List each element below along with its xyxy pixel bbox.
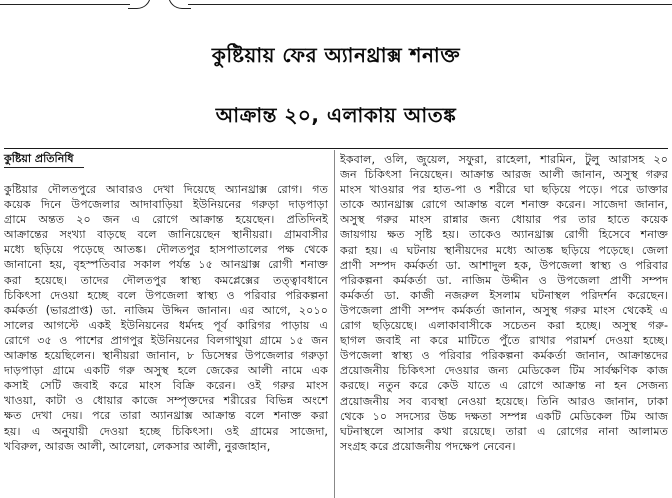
top-border-ornament (0, 0, 672, 12)
article-text-line: প্রাণী সম্পদ কর্মকর্তা ডা. আশাদুল হক, উপজেলা স্বাস্থ্য ও পরিবার (340, 258, 668, 272)
article-text-line: মাংস খাওয়ার পর হাত-পা ও শরীরে ঘা ছড়িয়ে পড়ে। পরে ডাক্তার (340, 183, 668, 197)
article-text-line: সালের আগস্টে একই ইউনিয়নের ধর্মদহ পূর্ব কারিগর পাড়ায় এ (4, 318, 328, 332)
byline: কুষ্টিয়া প্রতিনিধি (4, 152, 74, 165)
article-text-line: করছে। নতুন করে কেউ যাতে এ রোগে আক্রান্ত না হন সেজন্য (340, 379, 668, 393)
article-text-line: কর্মকর্তা ডা. কাজী নজরুল ইসলাম ঘটনাস্থল পরিদর্শন করেছেন। (340, 288, 668, 302)
article-text-line: করা হয়েছে। তাদের দৌলতপুর স্বাস্থ্য কমপ্লেক্সের তত্ত্বাবধানে (4, 273, 328, 287)
article-text-line: দাড়পাড়া গ্রামে একটি গরু অসুস্থ হলে জেকের আলী নামে এক (4, 364, 328, 378)
column-divider (334, 150, 335, 498)
article-text-line: খবিরুল, আরজ আলী, আলেয়া, লেকসার আলী, নুরজাহান, (4, 439, 271, 453)
article-text-line: জায়গায় ক্ষত সৃষ্টি হয়। তাকেও অ্যানথ্রাক্স রোগী হিসেবে শনাক্ত (340, 228, 668, 242)
headline-line-2: আক্রান্ত ২০, এলাকায় আতঙ্ক (215, 103, 457, 127)
article-text-line: কর্মকর্তা (ভারপ্রাপ্ত) ডা. নাজিম উদ্দিন জানান। এর আগে, ২০১০ (4, 303, 328, 317)
article-column-left (4, 182, 328, 454)
article-text-line: প্রয়োজনীয় সব ব্যবস্থা নেওয়া হয়েছে। তিনি আরও জানান, ঢাকা (340, 394, 668, 408)
article-text-line: ছাগল জবাই না করে মাটিতে পুঁতে রাখার পরামর্শ দেওয়া হচ্ছে। (340, 334, 668, 348)
article-text-line: সংগ্রহ করে প্রয়োজনীয় পদক্ষেপ নেবেন। (340, 439, 516, 453)
article-text-line: জানানো হয়, বৃহস্পতিবার সকাল পর্যন্ত ১৫ আনথ্রাক্স রোগী শনাক্ত (4, 258, 328, 272)
article-text-line: আক্রান্ত হয়েছিলেন। স্থানীয়রা জানান, ৮ ডিসেম্বর উপজেলার গরুড়া (4, 349, 328, 363)
article-text-line: কয়েক দিনে উপজেলার আদাবাড়িয়া ইউনিয়নের গরুড়া দাড়পাড়া (4, 198, 328, 212)
article-text-line: ক্ষত দেখা দেয়। পরে তারা অ্যানথ্রাক্স আক্রান্ত বলে শনাক্ত করা (4, 409, 328, 423)
article-text-line: রোগ ছড়িয়েছে। এলাকাবাসীকে সচেতন করা হচ্ছে। অসুস্থ গরু- (340, 319, 668, 333)
article-text-line: মধ্যে ছড়িয়ে পড়েছে আতঙ্ক। দৌলতপুর হাসপাতালের পক্ষ থেকে (4, 243, 328, 257)
top-border-line-left (0, 4, 130, 5)
article-text-line: পরিকল্পনা কর্মকর্তা ডা. নাজিম উদ্দীন ও উপজেলা প্রাণী সম্পদ (340, 273, 668, 287)
article-text-line: জন চিকিৎসা নিয়েছেন। আক্রান্ত আরজ আলী জানান, অসুস্থ গরুর (340, 168, 668, 182)
top-border-line-right (188, 4, 672, 5)
article-text-line: উপজেলা স্বাস্থ্য ও পরিবার পরিকল্পনা কর্মকর্তা জানান, আক্রান্তদের (340, 349, 668, 363)
article-column-right (340, 152, 668, 454)
article-text-line: গ্রামে অন্তত ২০ জন এ রোগে আক্রান্ত হয়েছেন। প্রতিদিনই (4, 213, 328, 227)
article-text-line: চিকিৎসা দেওয়া হচ্ছে বলে উপজেলা স্বাস্থ্য ও পরিবার পরিকল্পনা (4, 288, 328, 302)
top-border-curve-left (128, 0, 151, 9)
article-text-line: ঘটনাস্থলে আসার কথা রয়েছে। তারা এ রোগের নানা আলামত (340, 424, 668, 438)
article-text-line: করা হয়। এ ঘটনায় স্থানীয়দের মধ্যে আতঙ্ক ছড়িয়ে পড়েছে। জেলা (340, 243, 668, 257)
headline-line-1: কুষ্টিয়ায় ফের অ্যানথ্রাক্স শনাক্ত (211, 43, 461, 67)
article-text-line: প্রয়োজনীয় চিকিৎসা দেওয়ার জন্য মেডিকেল টিম সার্বক্ষণিক কাজ (340, 364, 668, 378)
article-text-line: কুষ্টিয়ার দৌলতপুরে আবারও দেখা দিয়েছে অ্যানথ্রাক্স রোগ। গত (4, 183, 328, 196)
article-text-line: আক্রান্তের সংখ্যা বাড়ছে বলে জানিয়েছেন স্থানীয়রা। গ্রামবাসীর (4, 228, 328, 242)
article-text-line: খাওয়া, কাটা ও ধোয়ার কাজে সম্পৃক্তদের শরীরের বিভিন্ন অংশে (4, 394, 328, 408)
article-text-line: তাকে অ্যানথ্রাক্স রোগে আক্রান্ত বলে শনাক্ত করেন। সাজেদা জানান, (340, 198, 668, 212)
article-text-line: ইকবাল, ওলি, জুয়েল, সফুরা, রাহেলা, শারমিন, টুলু আরাসহ ২০ (340, 153, 668, 166)
article-text-line: অসুস্থ গরুর মাংস রান্নার জন্য ধোয়ার পর তার হাতে কয়েক (340, 213, 668, 227)
article-text-line: থেকে ১০ সদস্যের উচ্চ দক্ষতা সম্পন্ন একটি মেডিকেল টিম আজ (340, 409, 668, 423)
article-text-line: রোগে ৩৫ ও পাশের প্রাগপুর ইউনিয়নের বিলগাথুয়া গ্রামে ১৫ জন (4, 333, 328, 347)
headline-rule (4, 148, 668, 149)
article-text-line: উপজেলা প্রাণী সম্পদ কর্মকর্তা জানান, অসুস্থ গরুর মাংস থেকেই এ (340, 303, 668, 317)
article-text-line: হয়। এ অনুযায়ী দেওয়া হচ্ছে চিকিৎসা। ওই গ্রামের সাজেদা, (4, 424, 328, 438)
byline-underline (4, 167, 84, 168)
article-text-line: কসাই সেটি জবাই করে মাংস বিক্রি করেন। ওই গরুর মাংস (4, 379, 328, 393)
